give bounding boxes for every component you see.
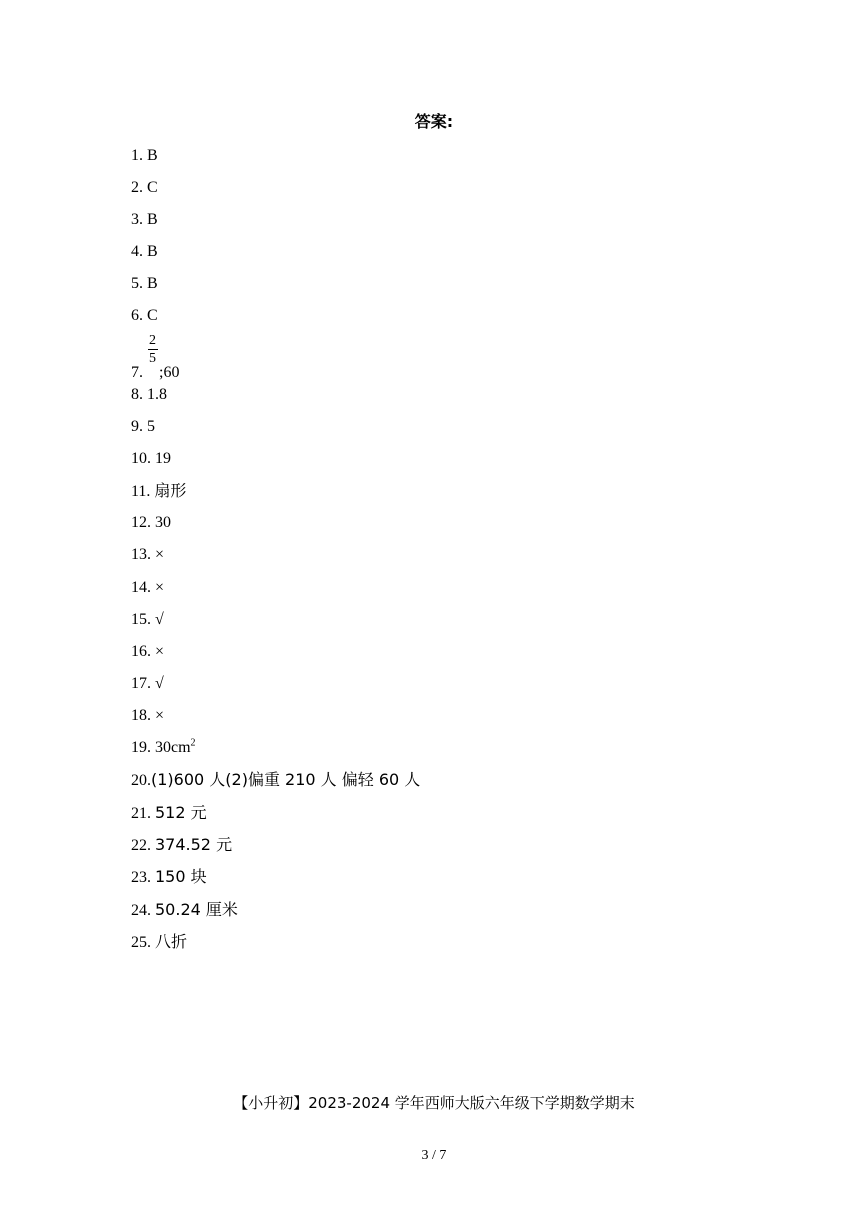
answer-number: 10.	[131, 450, 151, 467]
answer-text: √	[155, 675, 164, 692]
answer-number: 20.	[131, 772, 151, 789]
answer-number: 1.	[131, 147, 143, 164]
answer-item-19	[131, 738, 196, 758]
page-number: 3 / 7	[421, 1148, 447, 1163]
answer-text: 5	[147, 418, 155, 435]
fraction-numerator: 2	[149, 333, 156, 348]
answer-number: 18.	[131, 707, 151, 724]
answer-item-21	[131, 803, 207, 824]
answer-text: C	[147, 179, 158, 196]
answer-number: 13.	[131, 546, 151, 563]
answer-number: 5.	[131, 275, 143, 292]
answer-item-24	[131, 900, 238, 921]
answer-item-14	[131, 578, 164, 598]
answer-text: 30cm	[155, 739, 191, 756]
answer-number: 8.	[131, 386, 143, 403]
fraction-denominator: 5	[149, 351, 156, 366]
superscript: 2	[190, 737, 196, 749]
answer-item-1	[131, 146, 158, 166]
answer-number: 4.	[131, 243, 143, 260]
answer-text: √	[155, 611, 164, 628]
fraction-bar	[148, 349, 158, 350]
answer-number: 7.	[131, 364, 143, 381]
answer-number: 9.	[131, 418, 143, 435]
answer-text: B	[147, 147, 158, 164]
answer-text: 扇形	[154, 481, 187, 500]
answer-item-25	[131, 932, 187, 953]
answer-number: 21.	[131, 805, 151, 822]
answer-text: 512 元	[155, 803, 207, 822]
answer-item-3	[131, 210, 158, 230]
answer-text: 八折	[155, 932, 188, 951]
answer-item-4	[131, 242, 158, 262]
answer-text: ×	[155, 579, 165, 596]
answer-text: B	[147, 211, 158, 228]
footer-document-title: 【小升初】2023-2024 学年西师大版六年级下学期数学期末	[233, 1094, 635, 1112]
answer-number: 22.	[131, 837, 151, 854]
answer-item-18	[131, 706, 164, 726]
answer-text: 1.8	[147, 386, 167, 403]
answer-text: 374.52 元	[155, 835, 233, 854]
answer-item-7	[131, 333, 180, 383]
answer-text: 50.24 厘米	[155, 900, 238, 919]
answer-item-2	[131, 178, 158, 198]
answers-title: 答案:	[414, 112, 454, 131]
answer-item-8	[131, 385, 167, 405]
answer-text: ×	[155, 643, 165, 660]
fraction	[147, 333, 159, 377]
answer-number: 17.	[131, 675, 151, 692]
answer-number: 11.	[131, 483, 151, 500]
answer-text: ×	[155, 546, 165, 563]
answer-text: 30	[155, 514, 171, 531]
answer-number: 14.	[131, 579, 151, 596]
answer-text: B	[147, 275, 158, 292]
answer-item-16	[131, 642, 164, 662]
answer-item-12	[131, 513, 171, 533]
answer-item-13	[131, 545, 164, 565]
answer-number: 2.	[131, 179, 143, 196]
answer-item-17	[131, 674, 164, 694]
answer-text: 19	[155, 450, 171, 467]
answer-text: ;60	[159, 364, 180, 381]
answer-text: C	[147, 307, 158, 324]
answer-item-22	[131, 835, 232, 856]
answer-number: 23.	[131, 869, 151, 886]
answer-text: 150 块	[155, 867, 207, 886]
answer-item-9	[131, 417, 155, 437]
answer-item-15	[131, 610, 164, 630]
answer-item-11	[131, 481, 186, 502]
answer-text: ×	[155, 707, 165, 724]
answer-item-6	[131, 306, 158, 326]
answer-text: (1)600 人(2)偏重 210 人 偏轻 60 人	[151, 770, 421, 789]
answer-number: 6.	[131, 307, 143, 324]
answer-number: 25.	[131, 934, 151, 951]
answer-item-10	[131, 449, 171, 469]
answer-item-23	[131, 867, 207, 888]
answer-number: 12.	[131, 514, 151, 531]
answer-item-5	[131, 274, 158, 294]
answer-number: 16.	[131, 643, 151, 660]
answer-item-20	[131, 770, 420, 791]
answer-text: B	[147, 243, 158, 260]
answer-number: 15.	[131, 611, 151, 628]
answer-number: 19.	[131, 739, 151, 756]
answer-number: 24.	[131, 902, 151, 919]
answer-number: 3.	[131, 211, 143, 228]
